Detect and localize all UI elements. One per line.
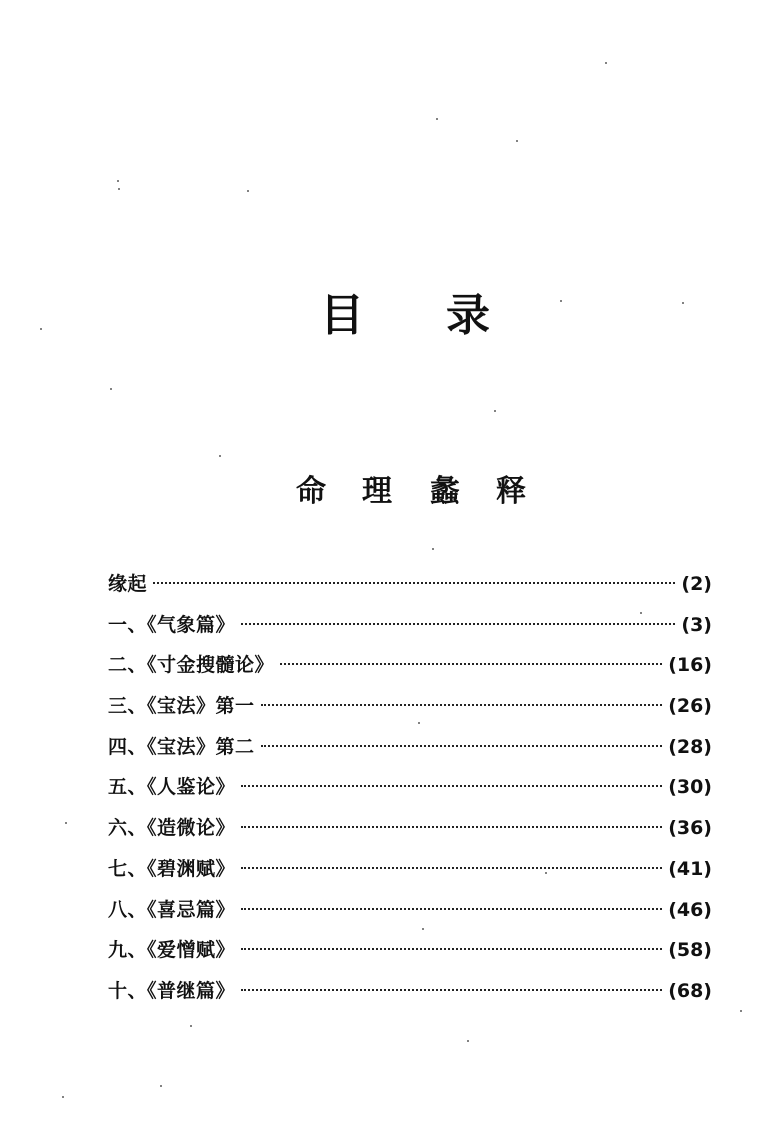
- dot-leader: [241, 623, 675, 625]
- toc-entry-page: (46): [668, 898, 712, 921]
- dot-leader: [241, 826, 662, 828]
- speck: [436, 118, 438, 120]
- dot-leader: [261, 704, 663, 706]
- toc-entry-label: 十、《普继篇》: [108, 979, 236, 1002]
- speck: [190, 1025, 192, 1027]
- toc-entry[interactable]: [108, 808, 712, 849]
- toc-entry-page: (68): [668, 979, 712, 1002]
- toc-entry-label: 二、《寸金搜髓论》: [108, 654, 275, 677]
- contents-heading-char: 录: [446, 290, 490, 341]
- dot-leader: [241, 989, 662, 991]
- toc-entry-label: 六、《造微论》: [108, 817, 236, 840]
- toc-entry-label: 一、《气象篇》: [108, 613, 236, 636]
- toc-entry-page: (28): [668, 735, 712, 758]
- contents-heading-char: 目: [320, 290, 364, 341]
- speck: [494, 410, 496, 412]
- dot-leader: [261, 745, 663, 747]
- dot-leader: [241, 908, 662, 910]
- toc-entry[interactable]: [108, 564, 712, 605]
- book-title: [296, 470, 536, 514]
- toc-entry-page: (16): [668, 654, 712, 677]
- toc-entry[interactable]: [108, 686, 712, 727]
- toc-entry-label: 八、《喜忌篇》: [108, 898, 236, 921]
- toc-entry-page: (36): [668, 817, 712, 840]
- speck: [516, 140, 518, 142]
- toc-entry-label: 三、《宝法》第一: [108, 695, 255, 718]
- toc-entry-label: 七、《碧渊赋》: [108, 857, 236, 880]
- speck: [740, 1010, 742, 1012]
- toc-entry-label: 九、《爱憎赋》: [108, 939, 236, 962]
- dot-leader: [153, 582, 675, 584]
- toc-entry-page: (30): [668, 776, 712, 799]
- book-title-char: 命: [296, 474, 326, 509]
- toc-entry-page: (26): [668, 695, 712, 718]
- toc-entry[interactable]: [108, 971, 712, 1012]
- speck: [117, 180, 119, 182]
- speck: [467, 1040, 469, 1042]
- speck: [62, 1096, 64, 1098]
- dot-leader: [280, 663, 662, 665]
- toc-entry[interactable]: [108, 767, 712, 808]
- speck: [118, 188, 120, 190]
- toc-entry[interactable]: [108, 849, 712, 890]
- dot-leader: [241, 867, 662, 869]
- dot-leader: [241, 785, 662, 787]
- speck: [247, 190, 249, 192]
- dot-leader: [241, 948, 662, 950]
- speck: [432, 548, 434, 550]
- toc-entry-page: (3): [681, 613, 712, 636]
- toc-entry[interactable]: [108, 930, 712, 971]
- toc-entry[interactable]: [108, 890, 712, 931]
- toc-entry-page: (58): [668, 939, 712, 962]
- toc-entry-label: 四、《宝法》第二: [108, 735, 255, 758]
- toc-entry-label: 五、《人鉴论》: [108, 776, 236, 799]
- book-title-char: 蠡: [430, 474, 460, 509]
- table-of-contents: [108, 564, 712, 1012]
- toc-entry[interactable]: [108, 727, 712, 768]
- speck: [219, 455, 221, 457]
- toc-entry[interactable]: [108, 645, 712, 686]
- toc-entry-page: (41): [668, 857, 712, 880]
- speck: [110, 388, 112, 390]
- contents-heading: [0, 286, 762, 346]
- toc-entry[interactable]: [108, 605, 712, 646]
- speck: [605, 62, 607, 64]
- toc-entry-page: (2): [681, 573, 712, 595]
- speck: [160, 1085, 162, 1087]
- book-title-char: 释: [496, 474, 526, 509]
- book-title-char: 理: [362, 474, 392, 509]
- toc-entry-label: 缘起: [108, 573, 148, 595]
- speck: [65, 822, 67, 824]
